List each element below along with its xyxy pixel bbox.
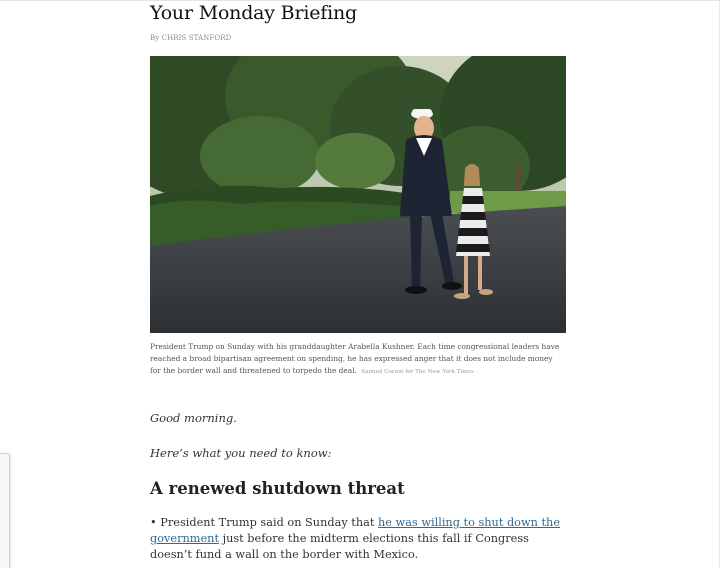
caption-text: President Trump on Sunday with his granddaughter Arabella Kushner. Each time congressional leaders have reached a broad bipartisan agreement on spending, he has expressed anger that it does not include money for the border wall and threatened to torpedo the deal. xyxy=(150,342,560,375)
intro-line: Here’s what you need to know: xyxy=(150,446,332,460)
article-byline: By CHRIS STANFORD xyxy=(150,34,232,42)
article xyxy=(150,0,566,561)
bullet-paragraph xyxy=(150,515,566,563)
shutdown-story-link[interactable]: he was willing to shut down the government xyxy=(150,516,561,545)
article-headline: Your Monday Briefing xyxy=(150,2,357,24)
greeting: Good morning. xyxy=(150,411,237,425)
photo-credit: Samuel Corum for The New York Times xyxy=(361,369,474,375)
bullet-suffix: just before the midterm elections this fall if Congress doesn’t fund a wall on the border with Mexico. xyxy=(150,532,529,561)
section-heading: A renewed shutdown threat xyxy=(150,479,405,498)
side-panel-edge[interactable] xyxy=(0,453,10,568)
bullet-prefix: • President Trump said on Sunday that xyxy=(150,516,378,529)
photo-caption xyxy=(150,341,562,378)
article-photo xyxy=(150,56,566,333)
